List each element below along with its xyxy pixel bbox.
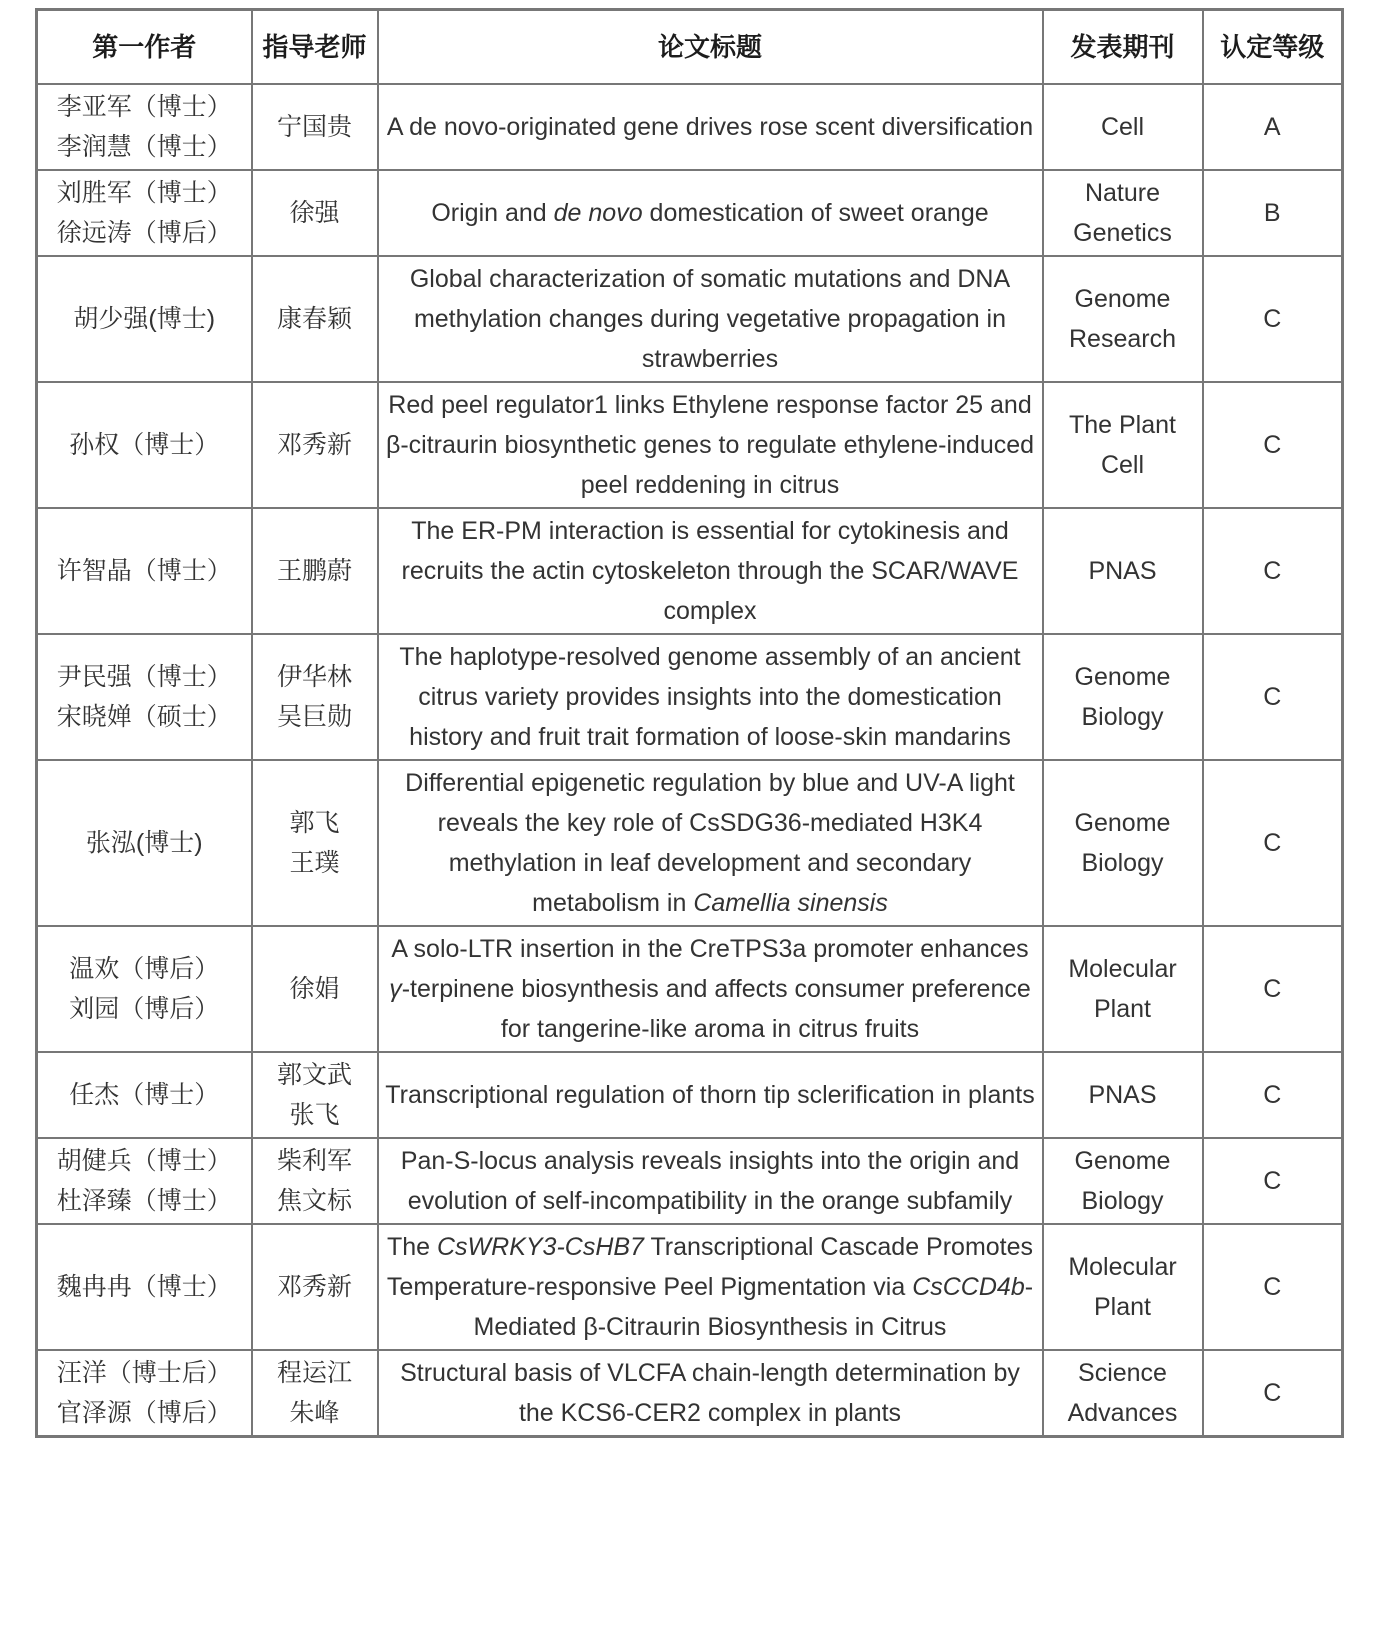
title-segment: Pan-S-locus analysis reveals insights into the origin and evolution of self-incompatibility in the orange subfamily: [400, 1147, 1020, 1215]
author-name: 徐远涛（博后）: [56, 219, 232, 247]
author-name: 李亚军（博士）: [56, 93, 232, 121]
author-name: 杜泽臻（博士）: [56, 1187, 232, 1215]
paper-title-cell: [378, 634, 1043, 760]
title-segment: The ER-PM interaction is essential for cytokinesis and recruits the actin cytoskeleton through the SCAR/WAVE complex: [401, 517, 1019, 625]
title-segment: -Mediated β-Citraurin Biosynthesis in Citrus: [473, 1273, 1034, 1341]
header-grade: 认定等级: [1203, 10, 1343, 85]
author-cell: [37, 1052, 252, 1138]
title-segment: A solo-LTR insertion in the CreTPS3a promoter enhances: [391, 935, 1029, 963]
header-advisor: 指导老师: [252, 10, 378, 85]
paper-title-cell: [378, 1052, 1043, 1138]
author-cell: [37, 634, 252, 760]
author-name: 胡少强(博士): [73, 305, 216, 333]
paper-title-cell: [378, 1138, 1043, 1224]
author-name: 宋晓婵（硕士）: [56, 703, 232, 731]
journal-cell: Science Advances: [1043, 1350, 1203, 1437]
table-row: [37, 1138, 1343, 1224]
table-row: [37, 1350, 1343, 1437]
paper-title-cell: [378, 508, 1043, 634]
advisor-cell: [252, 256, 378, 382]
journal-cell: The Plant Cell: [1043, 382, 1203, 508]
advisor-cell: [252, 508, 378, 634]
author-name: 刘胜军（博士）: [56, 179, 232, 207]
journal-cell: Molecular Plant: [1043, 926, 1203, 1052]
author-cell: [37, 1138, 252, 1224]
advisor-name: 郭文武: [276, 1061, 352, 1089]
advisor-cell: [252, 1138, 378, 1224]
title-segment: The: [386, 1233, 437, 1261]
table-row: [37, 760, 1343, 926]
journal-cell: Genome Biology: [1043, 760, 1203, 926]
advisor-name: 程运江: [276, 1359, 352, 1387]
table-row: [37, 256, 1343, 382]
advisor-cell: [252, 926, 378, 1052]
advisor-name: 徐娟: [289, 975, 340, 1003]
title-segment: Transcriptional Cascade Promotes Temperature-responsive Peel Pigmentation via: [386, 1233, 1034, 1301]
table-row: [37, 508, 1343, 634]
title-italic-segment: γ: [389, 975, 402, 1003]
papers-table-body: [37, 84, 1343, 1437]
table-row: [37, 382, 1343, 508]
author-name: 李润慧（博士）: [56, 133, 232, 161]
advisor-name: 伊华林: [276, 663, 352, 691]
author-name: 许智晶（博士）: [56, 557, 232, 585]
advisor-name: 邓秀新: [276, 431, 352, 459]
author-cell: [37, 508, 252, 634]
title-segment: Transcriptional regulation of thorn tip sclerification in plants: [385, 1081, 1035, 1109]
title-italic-segment: Camellia sinensis: [693, 889, 888, 917]
grade-cell: C: [1203, 1138, 1343, 1224]
papers-table: [35, 8, 1344, 1438]
author-name: 孙权（博士）: [69, 431, 220, 459]
grade-cell: C: [1203, 634, 1343, 760]
advisor-cell: [252, 634, 378, 760]
advisor-cell: [252, 1350, 378, 1437]
paper-title-cell: [378, 1350, 1043, 1437]
paper-title-cell: [378, 382, 1043, 508]
table-row: [37, 84, 1343, 170]
paper-title-cell: [378, 760, 1043, 926]
author-cell: [37, 1224, 252, 1350]
paper-title-cell: [378, 256, 1043, 382]
grade-cell: C: [1203, 1350, 1343, 1437]
title-segment: A de novo-originated gene drives rose scent diversification: [386, 113, 1034, 141]
title-segment: The haplotype-resolved genome assembly of an ancient citrus variety provides insights into the domestication history and fruit trait formation of loose-skin mandarins: [399, 643, 1021, 751]
advisor-cell: [252, 760, 378, 926]
header-paper-title: 论文标题: [378, 10, 1043, 85]
grade-cell: C: [1203, 256, 1343, 382]
title-italic-segment: CsCCD4b: [912, 1273, 1025, 1301]
title-italic-segment: de novo: [553, 199, 643, 227]
journal-cell: Nature Genetics: [1043, 170, 1203, 256]
journal-cell: PNAS: [1043, 508, 1203, 634]
paper-title-cell: [378, 926, 1043, 1052]
grade-cell: C: [1203, 926, 1343, 1052]
title-segment: Structural basis of VLCFA chain-length determination by the KCS6-CER2 complex in plants: [400, 1359, 1020, 1427]
header-row: [37, 10, 1343, 85]
table-row: [37, 1224, 1343, 1350]
advisor-name: 徐强: [289, 199, 340, 227]
journal-cell: Genome Biology: [1043, 634, 1203, 760]
paper-title-cell: [378, 84, 1043, 170]
advisor-name: 康春颖: [276, 305, 352, 333]
advisor-name: 邓秀新: [276, 1273, 352, 1301]
grade-cell: C: [1203, 382, 1343, 508]
title-segment: Global characterization of somatic mutations and DNA methylation changes during vegetative propagation in strawberries: [409, 265, 1011, 373]
author-cell: [37, 256, 252, 382]
title-italic-segment: CsWRKY3-CsHB7: [436, 1233, 644, 1261]
advisor-name: 吴巨勋: [276, 703, 352, 731]
grade-cell: C: [1203, 1224, 1343, 1350]
grade-cell: C: [1203, 760, 1343, 926]
title-segment: -terpinene biosynthesis and affects consumer preference for tangerine-like aroma in citrus fruits: [401, 975, 1031, 1043]
advisor-name: 郭飞: [289, 809, 340, 837]
author-name: 官泽源（博后）: [56, 1399, 232, 1427]
advisor-cell: [252, 1052, 378, 1138]
title-segment: Red peel regulator1 links Ethylene response factor 25 and β-citraurin biosynthetic genes to regulate ethylene-induced peel reddening in citrus: [385, 391, 1035, 499]
grade-cell: B: [1203, 170, 1343, 256]
table-row: [37, 926, 1343, 1052]
author-cell: [37, 84, 252, 170]
header-journal: 发表期刊: [1043, 10, 1203, 85]
author-name: 任杰（博士）: [69, 1081, 220, 1109]
advisor-cell: [252, 170, 378, 256]
grade-cell: C: [1203, 1052, 1343, 1138]
advisor-cell: [252, 382, 378, 508]
author-name: 温欢（博后）: [69, 955, 220, 983]
author-name: 魏冉冉（博士）: [56, 1273, 232, 1301]
author-cell: [37, 760, 252, 926]
title-segment: Origin and: [431, 199, 554, 227]
advisor-name: 王鹏蔚: [276, 557, 352, 585]
advisor-name: 王璞: [289, 849, 340, 877]
journal-cell: Cell: [1043, 84, 1203, 170]
grade-cell: C: [1203, 508, 1343, 634]
author-cell: [37, 1350, 252, 1437]
journal-cell: Genome Research: [1043, 256, 1203, 382]
table-row: [37, 170, 1343, 256]
journal-cell: Molecular Plant: [1043, 1224, 1203, 1350]
journal-cell: PNAS: [1043, 1052, 1203, 1138]
advisor-name: 柴利军: [276, 1147, 352, 1175]
title-segment: domestication of sweet orange: [642, 199, 989, 227]
grade-cell: A: [1203, 84, 1343, 170]
advisor-name: 朱峰: [289, 1399, 340, 1427]
paper-title-cell: [378, 170, 1043, 256]
advisor-name: 宁国贵: [276, 113, 352, 141]
table-row: [37, 634, 1343, 760]
author-name: 汪洋（博士后）: [56, 1359, 232, 1387]
advisor-cell: [252, 1224, 378, 1350]
advisor-name: 焦文标: [276, 1187, 352, 1215]
author-name: 尹民强（博士）: [56, 663, 232, 691]
title-segment: Differential epigenetic regulation by blue and UV-A light reveals the key role of CsSDG36-mediated H3K4 methylation in leaf development and secondary metabolism in: [405, 769, 1015, 917]
author-name: 胡健兵（博士）: [56, 1147, 232, 1175]
advisor-cell: [252, 84, 378, 170]
author-cell: [37, 926, 252, 1052]
journal-cell: Genome Biology: [1043, 1138, 1203, 1224]
papers-table-header: [37, 10, 1343, 85]
author-cell: [37, 382, 252, 508]
paper-title-cell: [378, 1224, 1043, 1350]
author-name: 刘园（博后）: [69, 995, 220, 1023]
table-row: [37, 1052, 1343, 1138]
advisor-name: 张飞: [289, 1101, 340, 1129]
author-name: 张泓(博士): [85, 829, 203, 857]
author-cell: [37, 170, 252, 256]
header-first-author: 第一作者: [37, 10, 252, 85]
